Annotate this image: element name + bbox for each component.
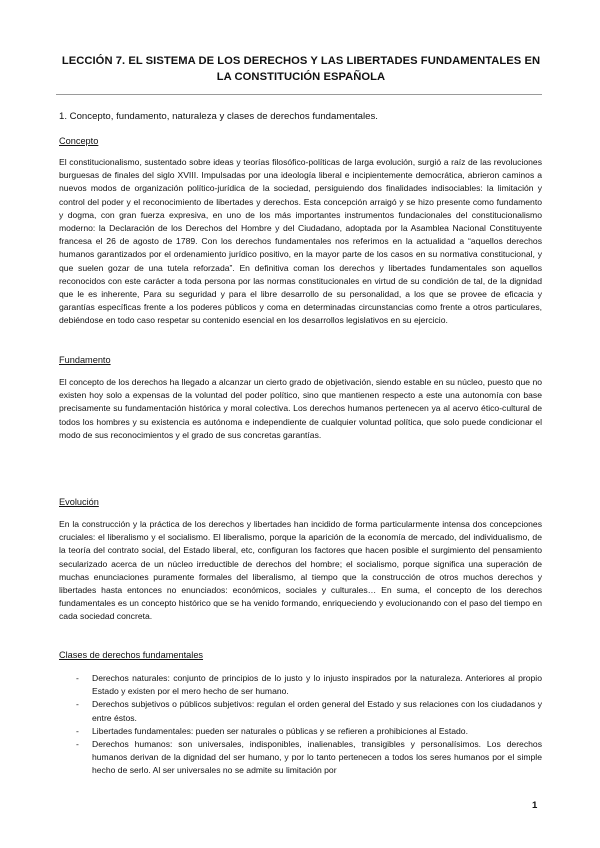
list-marker: -: [76, 725, 79, 736]
page-number: 1: [532, 800, 538, 811]
list-item: [59, 738, 542, 778]
list-marker: -: [76, 699, 79, 710]
subsection-heading-clases: Clases de derechos fundamentales: [59, 650, 204, 660]
list-marker: -: [76, 673, 79, 683]
paragraph-evolucion: En la construcción y la práctica de los derechos y libertades han incidido de forma particularmente intensa dos concepciones cruciales: el liberalismo y el socialismo. El liberalismo, porque la aparición de la economía de mercado, del individualismo, de la teoría del contrato social, del Estado liberal, etc, configuran los factores que hacen posible el surgimiento del pensamiento secularizado acerca de un núcleo irreductible de derechos del hombre; el socialismo, porque significa una superación de muchas enunciaciones puramente formales del liberalismo, al tiempo que la construcción de otros muchos derechos y libertades hasta entonces no enunciados: económicos, sociales y culturales… En suma, el concepto de los derechos fundamentales es un concepto histórico que se ha venido formando, enriqueciendo y evolucionando con el paso del tiempo en cada sociedad concreta.: [59, 519, 542, 622]
list-marker: -: [76, 739, 79, 750]
list-item: [59, 698, 542, 724]
subsection-heading-concepto: Concepto: [59, 136, 99, 146]
subsection-heading-fundamento: Fundamento: [59, 355, 111, 365]
paragraph-fundamento: El concepto de los derechos ha llegado a alcanzar un cierto grado de objetivación, siendo estable en su núcleo, puesto que no existen hoy solo a expensas de la voluntad del poder político, sino que mantienen respecto a este una autonomía con base precisamente su fundamentación histórica y moral colectiva. Los derechos humanos pertenecen ya al acervo ético-cultural de todos los hombres y su existencia es autónoma e independiente de cualquier voluntad política, que solo puede condicionar el modo de sus reconocimientos y el grado de sus concretas garantías.: [59, 377, 542, 440]
list-item-text: Derechos naturales: conjunto de principios de lo justo y lo injusto inspirados por la naturaleza. Anteriores al propio Estado y existen por el mero hecho de ser humano.: [92, 673, 542, 697]
list-item-text: Derechos humanos: son universales, indisponibles, inalienables, transigibles y personalísimos. Los derechos humanos derivan de la dignidad del ser humano, y por lo tanto pertenecen a todos los seres humanos por el simple hecho de serlo. Al ser universales no se admite su limitación por: [92, 739, 542, 776]
paragraph-concepto: El constitucionalismo, sustentado sobre ideas y teorías filosófico-políticas de larga evolución, surgió a raíz de las revoluciones burguesas de finales del siglo XVIII. Impulsadas por una ideología liberal e incipientemente democrática, abrieron caminos a nuevos modos de organización político-jurídica de la sociedad, persiguiendo dos finalidades indisociables: la limitación y control del poder y el reconocimiento de libertades y derechos. Esta concepción arraigó y se hizo presente como fundamento y dogma, con gran fuerza expresiva, en uno de los más importantes instrumentos fundacionales del constitucionalismo moderno: la Declaración de los Derechos del Hombre y del Ciudadano, adoptada por la Asamblea Nacional Constituyente francesa el 26 de agosto de 1789. Con los derechos fundamentales nos referimos en la actualidad a “aquellos derechos humanos garantizados por el ordenamiento jurídico positivo, en la mayor parte de los casos en su normativa constitucional, y que suelen gozar de una tutela reforzada”. En definitiva coman los derechos y libertades fundamentales son aquellos reconocidos con este carácter a toda persona por las normas constitucionales en virtud de su condición de tal, de la dignidad que le es inherente, Para su seguridad y para el libre desarrollo de su personalidad, a los que se provee de eficacia y garantías específicas frente a los poderes públicos y coma en determinadas circunstancias como frente a otros particulares, debiéndose en todo caso respetar su contenido esencial en los desarrollos legislativos en su ejercicio.: [59, 157, 542, 326]
list-item: [59, 672, 542, 698]
subsection-heading-evolucion: Evolución: [59, 497, 99, 507]
classes-list: [59, 672, 542, 778]
list-item-text: Derechos subjetivos o públicos subjetivos: regulan el orden general del Estado y sus relaciones con los ciudadanos y entre éstos.: [92, 699, 542, 723]
section-heading: 1. Concepto, fundamento, naturaleza y clases de derechos fundamentales.: [59, 111, 378, 122]
page-title: LECCIÓN 7. EL SISTEMA DE LOS DERECHOS Y LAS LIBERTADES FUNDAMENTALES EN LA CONSTITUCIÓN ESPAÑOLA: [61, 55, 541, 83]
title-divider: [56, 94, 542, 95]
list-item-text: Libertades fundamentales: pueden ser naturales o públicas y se refieren a prohibiciones al Estado.: [92, 725, 468, 736]
list-item: [59, 725, 542, 738]
